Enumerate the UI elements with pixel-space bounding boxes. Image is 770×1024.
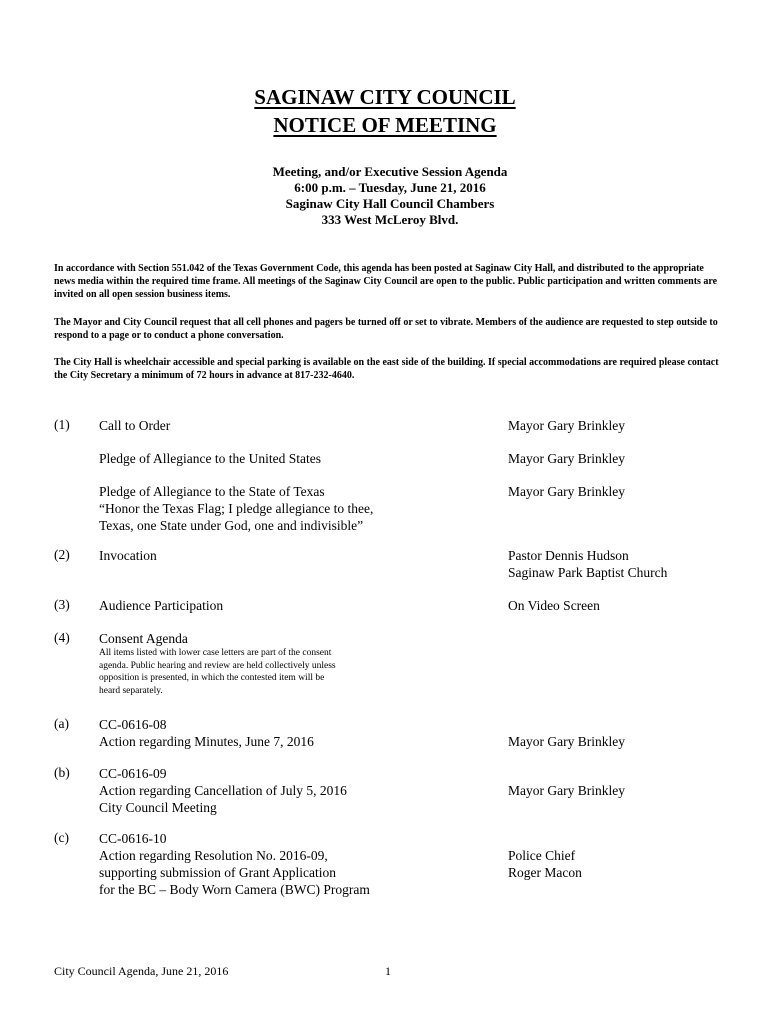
item-description: City Council Meeting bbox=[99, 800, 217, 815]
invocation-presenter bbox=[508, 547, 667, 581]
pledge-texas-presenter: Mayor Gary Brinkley bbox=[508, 484, 625, 499]
meeting-address: 333 West McLeroy Blvd. bbox=[321, 212, 459, 227]
note-line: All items listed with lower case letters are part of the consent bbox=[99, 648, 332, 658]
consent-agenda-note bbox=[99, 647, 399, 697]
item-description: for the BC – Body Worn Camera (BWC) Program bbox=[99, 882, 370, 897]
presenter-org: Saginaw Park Baptist Church bbox=[508, 565, 668, 580]
item-description: Action regarding Cancellation of July 5, 2016 bbox=[99, 783, 347, 798]
consent-agenda: Consent Agenda bbox=[99, 631, 188, 646]
presenter-name: Roger Macon bbox=[508, 865, 582, 880]
item-c-text bbox=[99, 830, 370, 898]
item-number: (2) bbox=[54, 547, 70, 562]
item-b-text bbox=[99, 765, 347, 816]
item-description: supporting submission of Grant Application bbox=[99, 865, 336, 880]
pledge-texas-text-2: Texas, one State under God, one and indivisible” bbox=[99, 518, 364, 533]
invocation: Invocation bbox=[99, 548, 157, 563]
notice-accessibility: The City Hall is wheelchair accessible and special parking is available on the east side of the building. If special accommodations are required please contact the City Secretary a minimum of 72 hours in advance at 817-232-4640. bbox=[54, 357, 719, 381]
note-line: opposition is presented, in which the contested item will be bbox=[99, 673, 325, 683]
call-to-order: Call to Order bbox=[99, 418, 171, 433]
item-a-presenter: Mayor Gary Brinkley bbox=[508, 734, 625, 749]
item-code: CC-0616-09 bbox=[99, 766, 167, 781]
footer-text: City Council Agenda, June 21, 2016 bbox=[54, 964, 229, 978]
title-line-1: SAGINAW CITY COUNCIL bbox=[254, 85, 516, 109]
item-letter: (a) bbox=[54, 716, 69, 731]
item-description: Action regarding Minutes, June 7, 2016 bbox=[99, 734, 314, 749]
item-number: (3) bbox=[54, 597, 70, 612]
audience-participation-presenter: On Video Screen bbox=[508, 598, 600, 613]
title-line-2: NOTICE OF MEETING bbox=[273, 113, 497, 137]
pledge-us: Pledge of Allegiance to the United States bbox=[99, 451, 321, 466]
item-b-presenter: Mayor Gary Brinkley bbox=[508, 783, 625, 798]
item-letter: (c) bbox=[54, 830, 69, 845]
meeting-type: Meeting, and/or Executive Session Agenda bbox=[272, 164, 508, 179]
pledge-texas-title: Pledge of Allegiance to the State of Texas bbox=[99, 484, 325, 499]
item-c-presenter bbox=[508, 847, 582, 881]
audience-participation: Audience Participation bbox=[99, 598, 224, 613]
item-description: Action regarding Resolution No. 2016-09, bbox=[99, 848, 328, 863]
page-number: 1 bbox=[385, 964, 391, 978]
item-a-text bbox=[99, 716, 314, 750]
pledge-texas bbox=[99, 483, 373, 534]
meeting-info bbox=[0, 164, 770, 228]
meeting-time: 6:00 p.m. – Tuesday, June 21, 2016 bbox=[294, 180, 486, 195]
notice-cell-phones: The Mayor and City Council request that all cell phones and pagers be turned off or set to vibrate. Members of the audience are requested to step outside to respond to a page or to conduct a phone conversation. bbox=[54, 317, 718, 341]
item-code: CC-0616-10 bbox=[99, 831, 167, 846]
note-line: agenda. Public hearing and review are held collectively unless bbox=[99, 660, 336, 671]
notice-open-meetings: In accordance with Section 551.042 of the Texas Government Code, this agenda has been posted at Saginaw City Hall, and distributed to the appropriate news media within the required time frame. All meetings of the Saginaw City Council are open to the public. Public participation and written comments are invited on all open session business items. bbox=[54, 263, 718, 300]
presenter-name: Pastor Dennis Hudson bbox=[508, 548, 629, 563]
item-letter: (b) bbox=[54, 765, 70, 780]
item-number: (4) bbox=[54, 630, 70, 645]
item-code: CC-0616-08 bbox=[99, 717, 167, 732]
item-number: (1) bbox=[54, 417, 70, 432]
pledge-us-presenter: Mayor Gary Brinkley bbox=[508, 451, 625, 466]
note-line: heard separately. bbox=[99, 685, 163, 696]
meeting-location: Saginaw City Hall Council Chambers bbox=[285, 196, 495, 211]
call-to-order-presenter: Mayor Gary Brinkley bbox=[508, 418, 625, 433]
pledge-texas-text-1: “Honor the Texas Flag; I pledge allegiance to thee, bbox=[99, 501, 374, 516]
presenter-title: Police Chief bbox=[508, 848, 576, 863]
